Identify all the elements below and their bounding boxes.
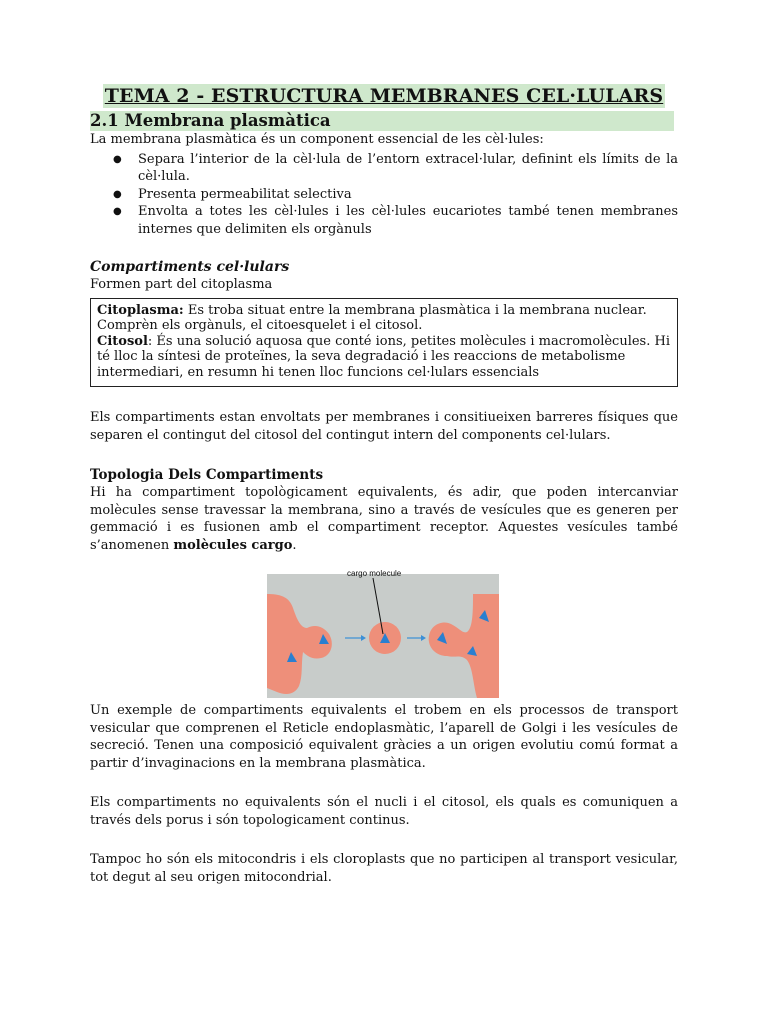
citoplasma-text: Es troba situat entre la membrana plasmàtica i la membrana nuclear. Comprèn els orgànuls, el citoesquelet i el citosol. <box>97 302 647 333</box>
paragraph-mitochondria: Tampoc ho són els mitocondris i els cloroplasts que no participen al transport vesicular, tot degut al seu origen mitocondrial. <box>90 852 678 885</box>
citosol-term: Citosol <box>97 333 148 349</box>
paragraph-equivalent-example: Un exemple de compartiments equivalents el trobem en els processos de transport vesicular que comprenen el Reticle endoplasmàtic, l’aparell de Golgi i les vesícules de secreció. Tenen una composició equivalent gràcies a un origen evolutiu comú format a partir d’invaginacions en la membrana plasmàtica. <box>90 703 678 771</box>
compartments-paragraph: Els compartiments estan envoltats per membranes i consitiueixen barreres físiques que separen el contingut del citosol del contingut intern del components cel·lulars. <box>90 410 678 443</box>
paragraph-non-equivalent: Els compartiments no equivalents són el nucli i el citosol, els quals es comuniquen a través dels porus i són topologicament continus. <box>90 795 678 828</box>
bullet-list <box>90 151 678 239</box>
section-heading-membrana: 2.1 Membrana plasmàtica <box>90 111 674 131</box>
intro-text: La membrana plasmàtica és un component essencial de les cèl·lules: <box>90 132 544 147</box>
compartments-heading: Compartiments cel·lulars <box>90 259 290 275</box>
cargo-term: molècules cargo <box>173 537 293 553</box>
topology-text: Hi ha compartiment topològicament equivalents, és adir, que poden intercanviar molècules sense travessar la membrana, sino a través de vesícules que es generen per gemmació i es fusionen amb el compartiment receptor. Aquestes vesícules també s’anomenen <box>90 485 678 553</box>
cargo-molecule-label: cargo molecule <box>347 569 402 578</box>
list-item: ● Envolta a totes les cèl·lules i les cèl·lules eucariotes també tenen membranes internes que delimiten els orgànuls <box>138 203 678 238</box>
citoplasma-term: Citoplasma: <box>97 302 184 318</box>
document-page <box>90 84 678 886</box>
compartments-subtitle: Formen part del citoplasma <box>90 277 273 292</box>
list-item: ● Separa l’interior de la cèl·lula de l’entorn extracel·lular, definint els límits de la cèl·lula. <box>138 151 678 186</box>
topology-paragraph <box>90 484 678 554</box>
vesicle-transport-figure <box>267 564 499 698</box>
document-title: TEMA 2 - ESTRUCTURA MEMBRANES CEL·LULARS <box>104 85 664 107</box>
citosol-definition <box>97 334 671 381</box>
citoplasma-definition <box>97 303 671 334</box>
topology-period: . <box>292 537 297 553</box>
definition-box <box>90 298 678 388</box>
topology-heading: Topologia Dels Compartiments <box>90 467 324 483</box>
list-item: ● Presenta permeabilitat selectiva <box>138 186 678 204</box>
citosol-text: : És una solució aquosa que conté ions, petites molècules i macromolècules. Hi té lloc la síntesi de proteïnes, la seva degradació i les reaccions de metabolisme intermediari, en resumn hi tenen lloc funcions cel·lulars essencials <box>97 333 670 380</box>
